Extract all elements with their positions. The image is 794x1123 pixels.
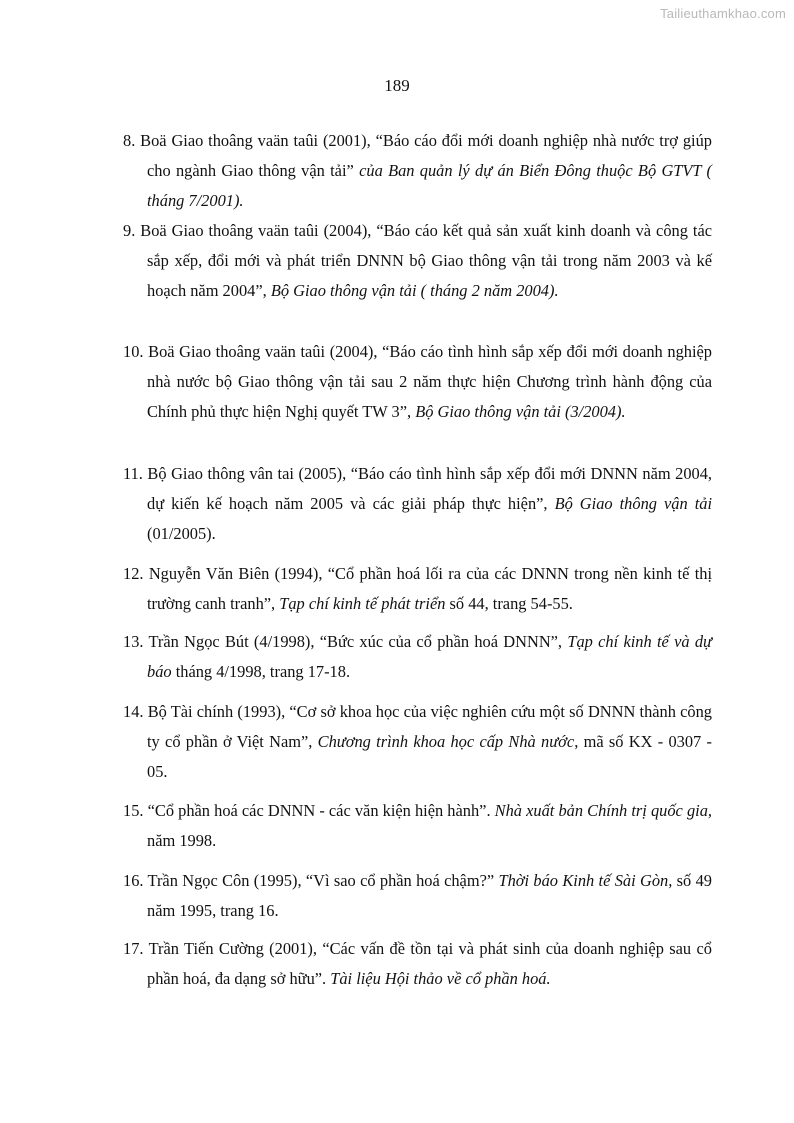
reference-item-16 (123, 866, 712, 926)
page-number: 189 (384, 76, 410, 95)
reference-source: Tạp chí kinh tế phát triển (279, 594, 446, 613)
reference-source: Tài liệu Hội thảo về cổ phần hoá. (330, 969, 551, 988)
reference-source: Bộ Giao thông vận tải (3/2004). (415, 402, 626, 421)
reference-tail: , mã số KX - 0307 - 05. (147, 732, 713, 781)
reference-text: Bộ Tài chính (1993), “Cơ sở khoa học của việc nghiên cứu một số DNNN thành công ty cổ phần ở Việt Nam”, (143, 702, 712, 751)
reference-source: Tạp chí kinh tế và dự báo (147, 632, 712, 681)
reference-item-12 (123, 559, 712, 619)
reference-tail: số 49 năm 1995, trang 16. (147, 871, 712, 920)
reference-text: Boä Giao thoâng vaän taûi (2001), “Báo cáo đổi mới doanh nghiệp nhà nước trợ giúp cho ngành Giao thông vận tải” (135, 131, 712, 180)
reference-text: Boä Giao thoâng vaän taûi (2004), “Báo cáo kết quả sản xuất kinh doanh và công tác sắp xếp, đổi mới và phát triển DNNN bộ Giao thông vận tải trong năm 2003 và kế hoạch năm 2004”, (135, 221, 712, 300)
reference-number: 10. (123, 342, 144, 361)
reference-item-9 (123, 216, 712, 306)
reference-item-13 (123, 627, 712, 687)
reference-item-8 (123, 126, 712, 216)
reference-tail: (01/2005). (147, 524, 216, 543)
reference-item-11 (123, 459, 712, 549)
reference-item-10 (123, 337, 712, 427)
reference-source: Nhà xuất bản Chính trị quốc gia, (494, 801, 712, 820)
reference-text: “Cổ phần hoá các DNNN - các văn kiện hiện hành”. (143, 801, 495, 820)
reference-text: Trần Ngọc Côn (1995), “Vì sao cổ phần hoá chậm?” (143, 871, 499, 890)
reference-number: 15. (123, 801, 144, 820)
reference-source: Thời báo Kinh tế Sài Gòn, (498, 871, 673, 890)
reference-number: 13. (123, 632, 144, 651)
reference-number: 14. (123, 702, 144, 721)
reference-number: 17. (123, 939, 144, 958)
reference-number: 8. (123, 131, 136, 150)
reference-text: Trần Ngọc Bút (4/1998), “Bức xúc của cổ phần hoá DNNN”, (143, 632, 568, 651)
reference-source: Chương trình khoa học cấp Nhà nước (317, 732, 575, 751)
reference-source: Bộ Giao thông vận tải ( tháng 2 năm 2004). (270, 281, 559, 300)
reference-number: 16. (123, 871, 144, 890)
reference-text: Nguyễn Văn Biên (1994), “Cổ phần hoá lối ra của các DNNN trong nền kinh tế thị trường canh tranh”, (143, 564, 712, 613)
reference-text: Bộ Giao thông vân tai (2005), “Báo cáo tình hình sắp xếp đổi mới DNNN năm 2004, dự kiến kế hoạch năm 2005 và các giải pháp thực hiện”, (142, 464, 712, 513)
reference-item-14 (123, 697, 712, 787)
watermark-text: Tailieuthamkhao.com (660, 6, 786, 21)
reference-source: Bộ Giao thông vận tải (554, 494, 712, 513)
reference-number: 11. (123, 464, 143, 483)
reference-tail: năm 1998. (147, 831, 217, 850)
reference-item-15 (123, 796, 712, 856)
reference-number: 12. (123, 564, 144, 583)
reference-number: 9. (123, 221, 136, 240)
reference-text: Trần Tiến Cường (2001), “Các vấn đề tồn tại và phát sinh của doanh nghiệp sau cổ phần hoá, đa dạng sở hữu”. (143, 939, 712, 988)
reference-item-17 (123, 934, 712, 994)
reference-text: Boä Giao thoâng vaän taûi (2004), “Báo cáo tình hình sắp xếp đổi mới doanh nghiệp nhà nước bộ Giao thông vận tải sau 2 năm thực hiện Chương trình hành động của Chính phủ thực hiện Nghị quyết TW 3”, (143, 342, 712, 421)
reference-tail: số 44, trang 54-55. (445, 594, 573, 613)
reference-source: của Ban quản lý dự án Biển Đông thuộc Bộ GTVT ( tháng 7/2001). (147, 161, 713, 210)
reference-tail: tháng 4/1998, trang 17-18. (171, 662, 351, 681)
